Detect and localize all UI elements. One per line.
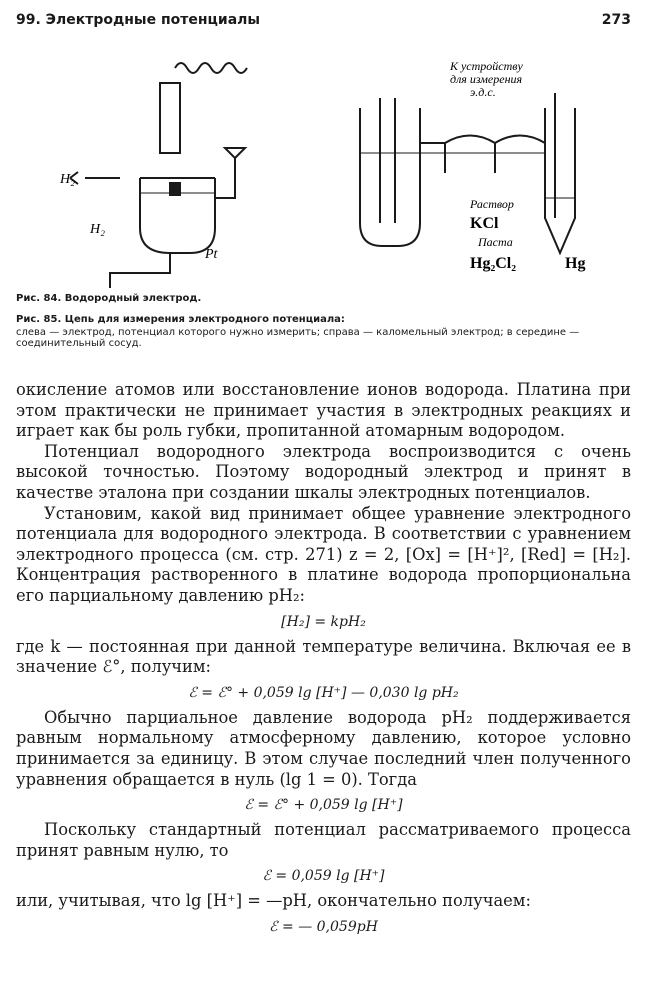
paragraph: Обычно парциальное давление водорода pH₂ поддерживается равным нормальному атмосферному давлению, которое условно принимается за единицу. В этом случае последний член полученного уравнения обращается в нуль (lg 1 = 0). Тогда [16,707,631,789]
pt-label: Pt [205,247,218,262]
paragraph: или, учитывая, что lg [H⁺] = —pH, окончательно получаем: [16,891,531,911]
paste-label: Паста [478,235,513,249]
figure-85-caption [16,314,631,349]
paragraph: где k — постоянная при данной температуре величина. Включая ее в значение ℰ°, получим: [16,636,631,677]
equation: ℰ = ℰ° + 0,059 lg [H⁺] — 0,030 lg pH₂ [188,684,459,701]
kcl-label: KCl [470,215,499,232]
paragraph: окисление атомов или восстановление ионов водорода. Платина при этом практически не принимает участия в электродных реакциях и играет как бы роль губки, пропитанной атомарным водородом. [16,380,631,441]
device-label-2: для измерения [450,72,523,86]
equation: ℰ = 0,059 lg [H⁺] [262,868,385,885]
h2-out-label: H₂ [60,172,75,187]
paragraph: Установим, какой вид принимает общее уравнение электродного потенциала для водородного электрода. В соответствии с уравнением электродного процесса (см. стр. 271) z = 2, [Ox] = [H⁺]², [Red] = [H₂]. Концентрация растворенного в платине водорода пропорциональна его парциальному давлению pH₂: [16,503,631,605]
device-label-3: э.д.с. [470,85,496,99]
page-header [16,12,631,28]
figures [0,48,647,288]
paragraph: Поскольку стандартный потенциал рассматриваемого процесса принят равным нулю, то [16,820,631,860]
figure-85-caption-text: слева — электрод, потенциал которого нужно измерить; справа — каломельный электрод; в середине — соединительный сосуд. [16,327,580,349]
equation: ℰ = ℰ° + 0,059 lg [H⁺] [244,797,403,814]
equation: [H₂] = kpH₂ [281,613,366,630]
solution-label: Раствор [470,197,514,211]
equation: ℰ = — 0,059pH [269,918,378,935]
figure-84-hydrogen-electrode [70,63,247,288]
h2-in-label: H₂ [90,222,105,237]
figure-85-caption-title: Рис. 85. Цепь для измерения электродного потенциала: [16,314,345,325]
figure-85-measurement-circuit [360,93,575,253]
body-text [16,380,631,942]
hg-label: Hg [565,255,586,272]
hg2cl2-label: Hg₂Cl₂ [470,255,517,272]
section-title: 99. Электродные потенциалы [16,12,261,28]
paragraph: Потенциал водородного электрода воспроизводится с очень высокой точностью. Поэтому водородный электрод и принят в качестве эталона при создании шкалы электродных потенциалов. [16,441,631,502]
device-label-1: К устройству [450,59,523,73]
figure-84-caption: Рис. 84. Водородный электрод. [16,293,202,304]
page-number: 273 [601,12,631,28]
